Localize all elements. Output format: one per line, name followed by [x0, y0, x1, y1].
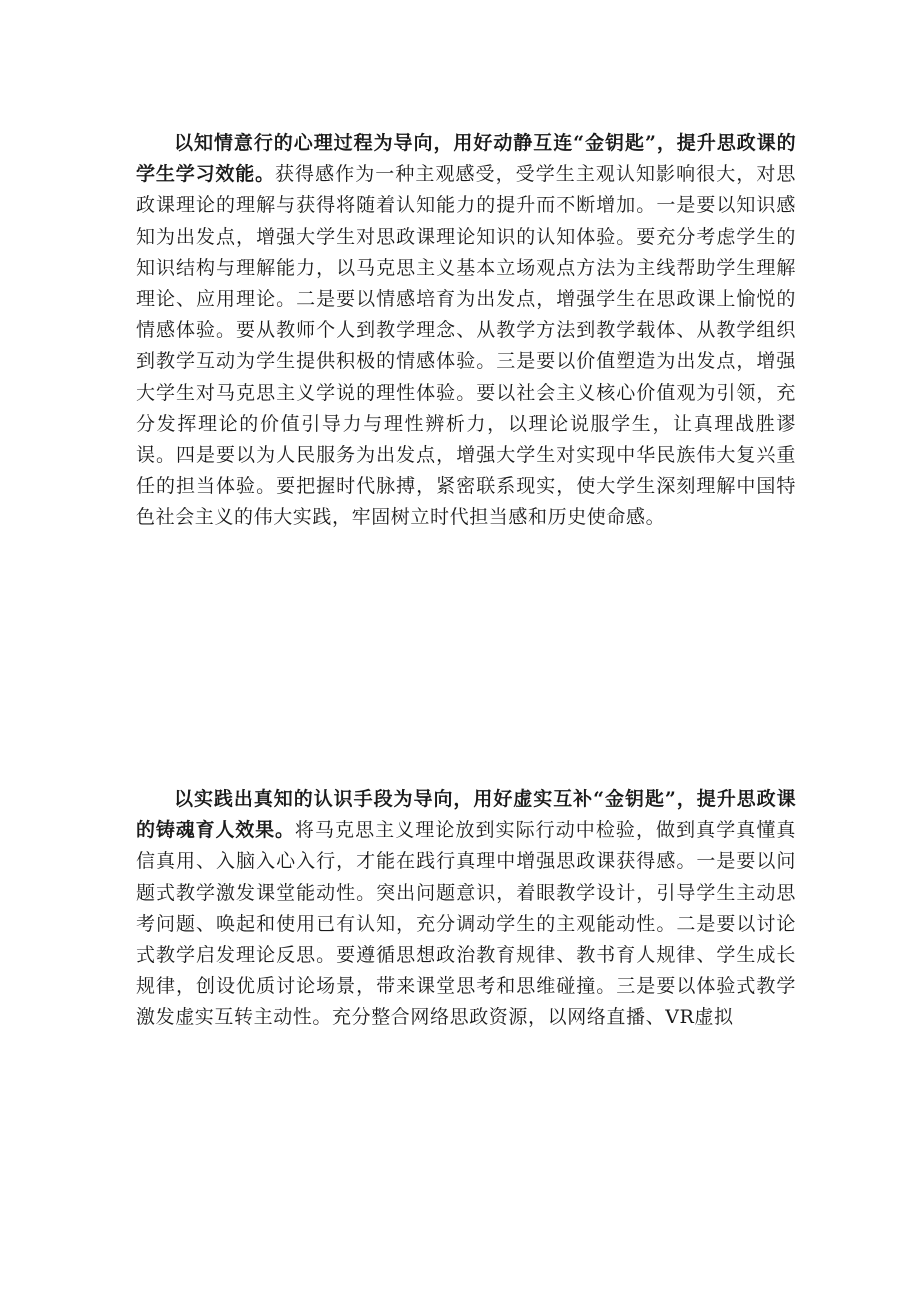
paragraph-1-heading: 以知情意行的心理过程为导向，用好动静互连“金钥匙”，提升思政课的学生学习效能。 — [136, 132, 796, 186]
paragraph-2-body: 将马克思主义理论放到实际行动中检验，做到真学真懂真信真用、入脑入心入行，才能在践行真理中增强思政课获得感。一是要以问题式教学激发课堂能动性。突出问题意识，着眼教学设计，引导学生主动思考问题、唤起和使用已有认知，充分调动学生的主观能动性。二是要以讨论式教学启发理论反思。要遵循思想政治教育规律、教书育人规律、学生成长规律，创设优质讨论场景，带来课堂思考和思维碰撞。三是要以体验式教学激发虚实互转主动性。充分整合网络思政资源，以网络直播、VR虚拟 — [136, 819, 796, 1029]
paragraph-2-heading: 以实践出真知的认识手段为导向，用好虚实互补“金钥匙”，提升思政课的铸魂育人效果。 — [136, 788, 796, 842]
paragraph-1 — [136, 128, 796, 534]
paragraph-2 — [136, 784, 796, 1034]
paragraph-1-body: 获得感作为一种主观感受，受学生主观认知影响很大，对思政课理论的理解与获得将随着认知能力的提升而不断增加。一是要以知识感知为出发点，增强大学生对思政课理论知识的认知体验。要充分考虑学生的知识结构与理解能力，以马克思主义基本立场观点方法为主线帮助学生理解理论、应用理论。二是要以情感培育为出发点，增强学生在思政课上愉悦的情感体验。要从教师个人到教学理念、从教学方法到教学载体、从教学组织到教学互动为学生提供积极的情感体验。三是要以价值塑造为出发点，增强大学生对马克思主义学说的理性体验。要以社会主义核心价值观为引领，充分发挥理论的价值引导力与理性辨析力，以理论说服学生，让真理战胜谬误。四是要以为人民服务为出发点，增强大学生对实现中华民族伟大复兴重任的担当体验。要把握时代脉搏，紧密联系现实，使大学生深刻理解中国特色社会主义的伟大实践，牢固树立时代担当感和历史使命感。 — [136, 163, 796, 529]
